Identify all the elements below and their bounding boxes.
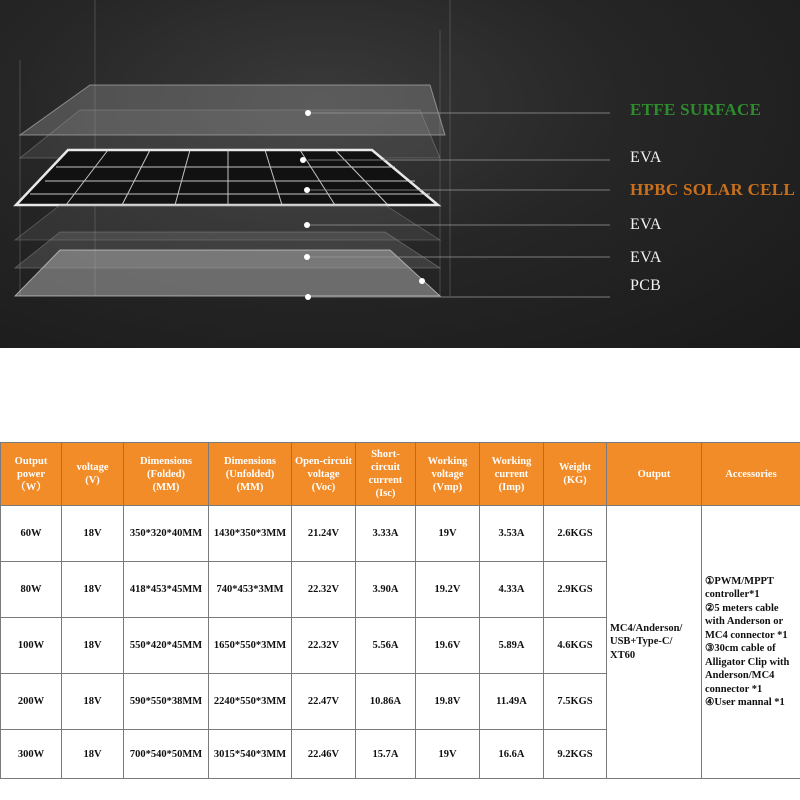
cell-text-line: Anderson/MC4 (705, 670, 775, 681)
label-pcb: PCB (630, 277, 662, 294)
layer-structure-diagram (0, 0, 800, 348)
cell-short-circuit-current: 3.33A (356, 506, 416, 562)
cell-short-circuit-current: 3.90A (356, 562, 416, 618)
header-output-power (1, 443, 62, 506)
cell-short-circuit-current: 10.86A (356, 674, 416, 730)
cell-text-line: Alligator Clip with (705, 656, 790, 668)
cell-dimensions-folded: 700*540*50MM (124, 730, 209, 779)
layer-stack-graphic (0, 0, 800, 348)
cell-weight: 9.2KGS (544, 730, 607, 779)
header-text-line: voltage (431, 468, 464, 480)
cell-working-voltage: 19.6V (416, 618, 480, 674)
cell-working-current: 5.89A (480, 618, 544, 674)
cell-text-line: controller*1 (705, 589, 760, 600)
cell-open-circuit-voltage: 22.47V (292, 674, 356, 730)
header-text-line: Dimensions (224, 455, 276, 467)
header-working-current (480, 443, 544, 506)
header-dimensions-unfolded (209, 443, 292, 506)
header-text-line: voltage (76, 462, 109, 473)
header-output (607, 443, 702, 506)
label-eva-1: EVA (630, 149, 662, 166)
header-text-line: voltage (307, 468, 340, 480)
header-text-line: (Unfolded) (225, 468, 275, 480)
cell-output-power: 60W (1, 506, 62, 562)
header-text-line: Short- (371, 449, 400, 460)
header-text-line: (V) (85, 475, 100, 486)
cell-dimensions-folded: 418*453*45MM (124, 562, 209, 618)
header-text-line: (Vmp) (432, 481, 463, 493)
cell-output-power: 300W (1, 730, 62, 779)
header-text-line: current (368, 475, 403, 486)
cell-text-line: ①PWM/MPPT (705, 575, 774, 587)
cell-output-power: 80W (1, 562, 62, 618)
table-row (1, 506, 800, 562)
cell-voltage: 18V (62, 674, 124, 730)
header-text-line: (Isc) (375, 488, 396, 499)
header-text-line: (MM) (152, 481, 180, 493)
cell-text-line: with Anderson or (705, 616, 784, 627)
cell-open-circuit-voltage: 22.46V (292, 730, 356, 779)
header-text-line: （W） (15, 481, 47, 493)
header-weight (544, 443, 607, 506)
cell-accessories (702, 506, 800, 779)
cell-voltage: 18V (62, 562, 124, 618)
header-text-line: (Folded) (147, 468, 185, 480)
label-hpbc-solar-cell: HPBC SOLAR CELL (630, 180, 796, 199)
cell-dimensions-folded: 350*320*40MM (124, 506, 209, 562)
cell-output-power: 100W (1, 618, 62, 674)
label-eva-2: EVA (630, 216, 662, 233)
cell-working-current: 16.6A (480, 730, 544, 779)
cell-output-connectors (607, 506, 702, 779)
cell-text-line: MC4 connector *1 (705, 629, 788, 641)
header-text-line: (Voc) (311, 481, 336, 493)
cell-open-circuit-voltage: 22.32V (292, 562, 356, 618)
cell-dimensions-unfolded: 1430*350*3MM (209, 506, 292, 562)
cell-dimensions-folded: 550*420*45MM (124, 618, 209, 674)
cell-working-current: 3.53A (480, 506, 544, 562)
header-text-line: current (494, 468, 529, 480)
cell-text-line: ②5 meters cable (705, 602, 779, 614)
cell-voltage: 18V (62, 506, 124, 562)
cell-text-line: USB+Type-C/ (610, 636, 673, 648)
header-text-line: Open-circuit (295, 455, 352, 467)
header-dimensions-folded (124, 443, 209, 506)
header-text-line: (KG) (563, 475, 587, 486)
cell-dimensions-unfolded: 3015*540*3MM (209, 730, 292, 779)
cell-dimensions-unfolded: 1650*550*3MM (209, 618, 292, 674)
cell-working-current: 11.49A (480, 674, 544, 730)
cell-working-current: 4.33A (480, 562, 544, 618)
header-text-line: (MM) (236, 481, 264, 493)
cell-dimensions-unfolded: 740*453*3MM (209, 562, 292, 618)
cell-text-line: connector *1 (705, 683, 763, 695)
cell-working-voltage: 19V (416, 506, 480, 562)
header-text-line: power (17, 468, 45, 480)
header-accessories (702, 443, 800, 506)
cell-text-line: ③30cm cable of (705, 643, 776, 654)
cell-working-voltage: 19V (416, 730, 480, 779)
cell-short-circuit-current: 5.56A (356, 618, 416, 674)
cell-weight: 2.6KGS (544, 506, 607, 562)
specification-table (0, 442, 800, 779)
table-body (1, 506, 800, 779)
header-text-line: Working (427, 455, 468, 467)
label-etfe-surface: ETFE SURFACE (630, 100, 762, 119)
cell-voltage: 18V (62, 730, 124, 779)
cell-working-voltage: 19.2V (416, 562, 480, 618)
label-eva-3: EVA (630, 249, 662, 266)
cell-text-line: XT60 (610, 649, 636, 661)
header-text-line: circuit (371, 462, 400, 473)
header-text-line: Output (14, 455, 48, 467)
cell-output-power: 200W (1, 674, 62, 730)
cell-voltage: 18V (62, 618, 124, 674)
header-text-line: Working (491, 455, 532, 467)
header-working-voltage (416, 443, 480, 506)
cell-open-circuit-voltage: 21.24V (292, 506, 356, 562)
header-voltage (62, 443, 124, 506)
table-header-row (1, 443, 800, 506)
cell-open-circuit-voltage: 22.32V (292, 618, 356, 674)
cell-short-circuit-current: 15.7A (356, 730, 416, 779)
cell-weight: 4.6KGS (544, 618, 607, 674)
header-short-circuit-current (356, 443, 416, 506)
header-open-circuit-voltage (292, 443, 356, 506)
cell-dimensions-unfolded: 2240*550*3MM (209, 674, 292, 730)
cell-text-line: MC4/Anderson/ (610, 622, 683, 634)
cell-weight: 7.5KGS (544, 674, 607, 730)
cell-working-voltage: 19.8V (416, 674, 480, 730)
header-text-line: Accessories (725, 468, 777, 480)
cell-dimensions-folded: 590*550*38MM (124, 674, 209, 730)
header-text-line: (Imp) (498, 481, 525, 493)
header-text-line: Output (637, 468, 671, 480)
cell-weight: 2.9KGS (544, 562, 607, 618)
cell-text-line: ④User mannal *1 (705, 697, 785, 708)
header-text-line: Weight (558, 462, 592, 473)
header-text-line: Dimensions (140, 455, 192, 467)
